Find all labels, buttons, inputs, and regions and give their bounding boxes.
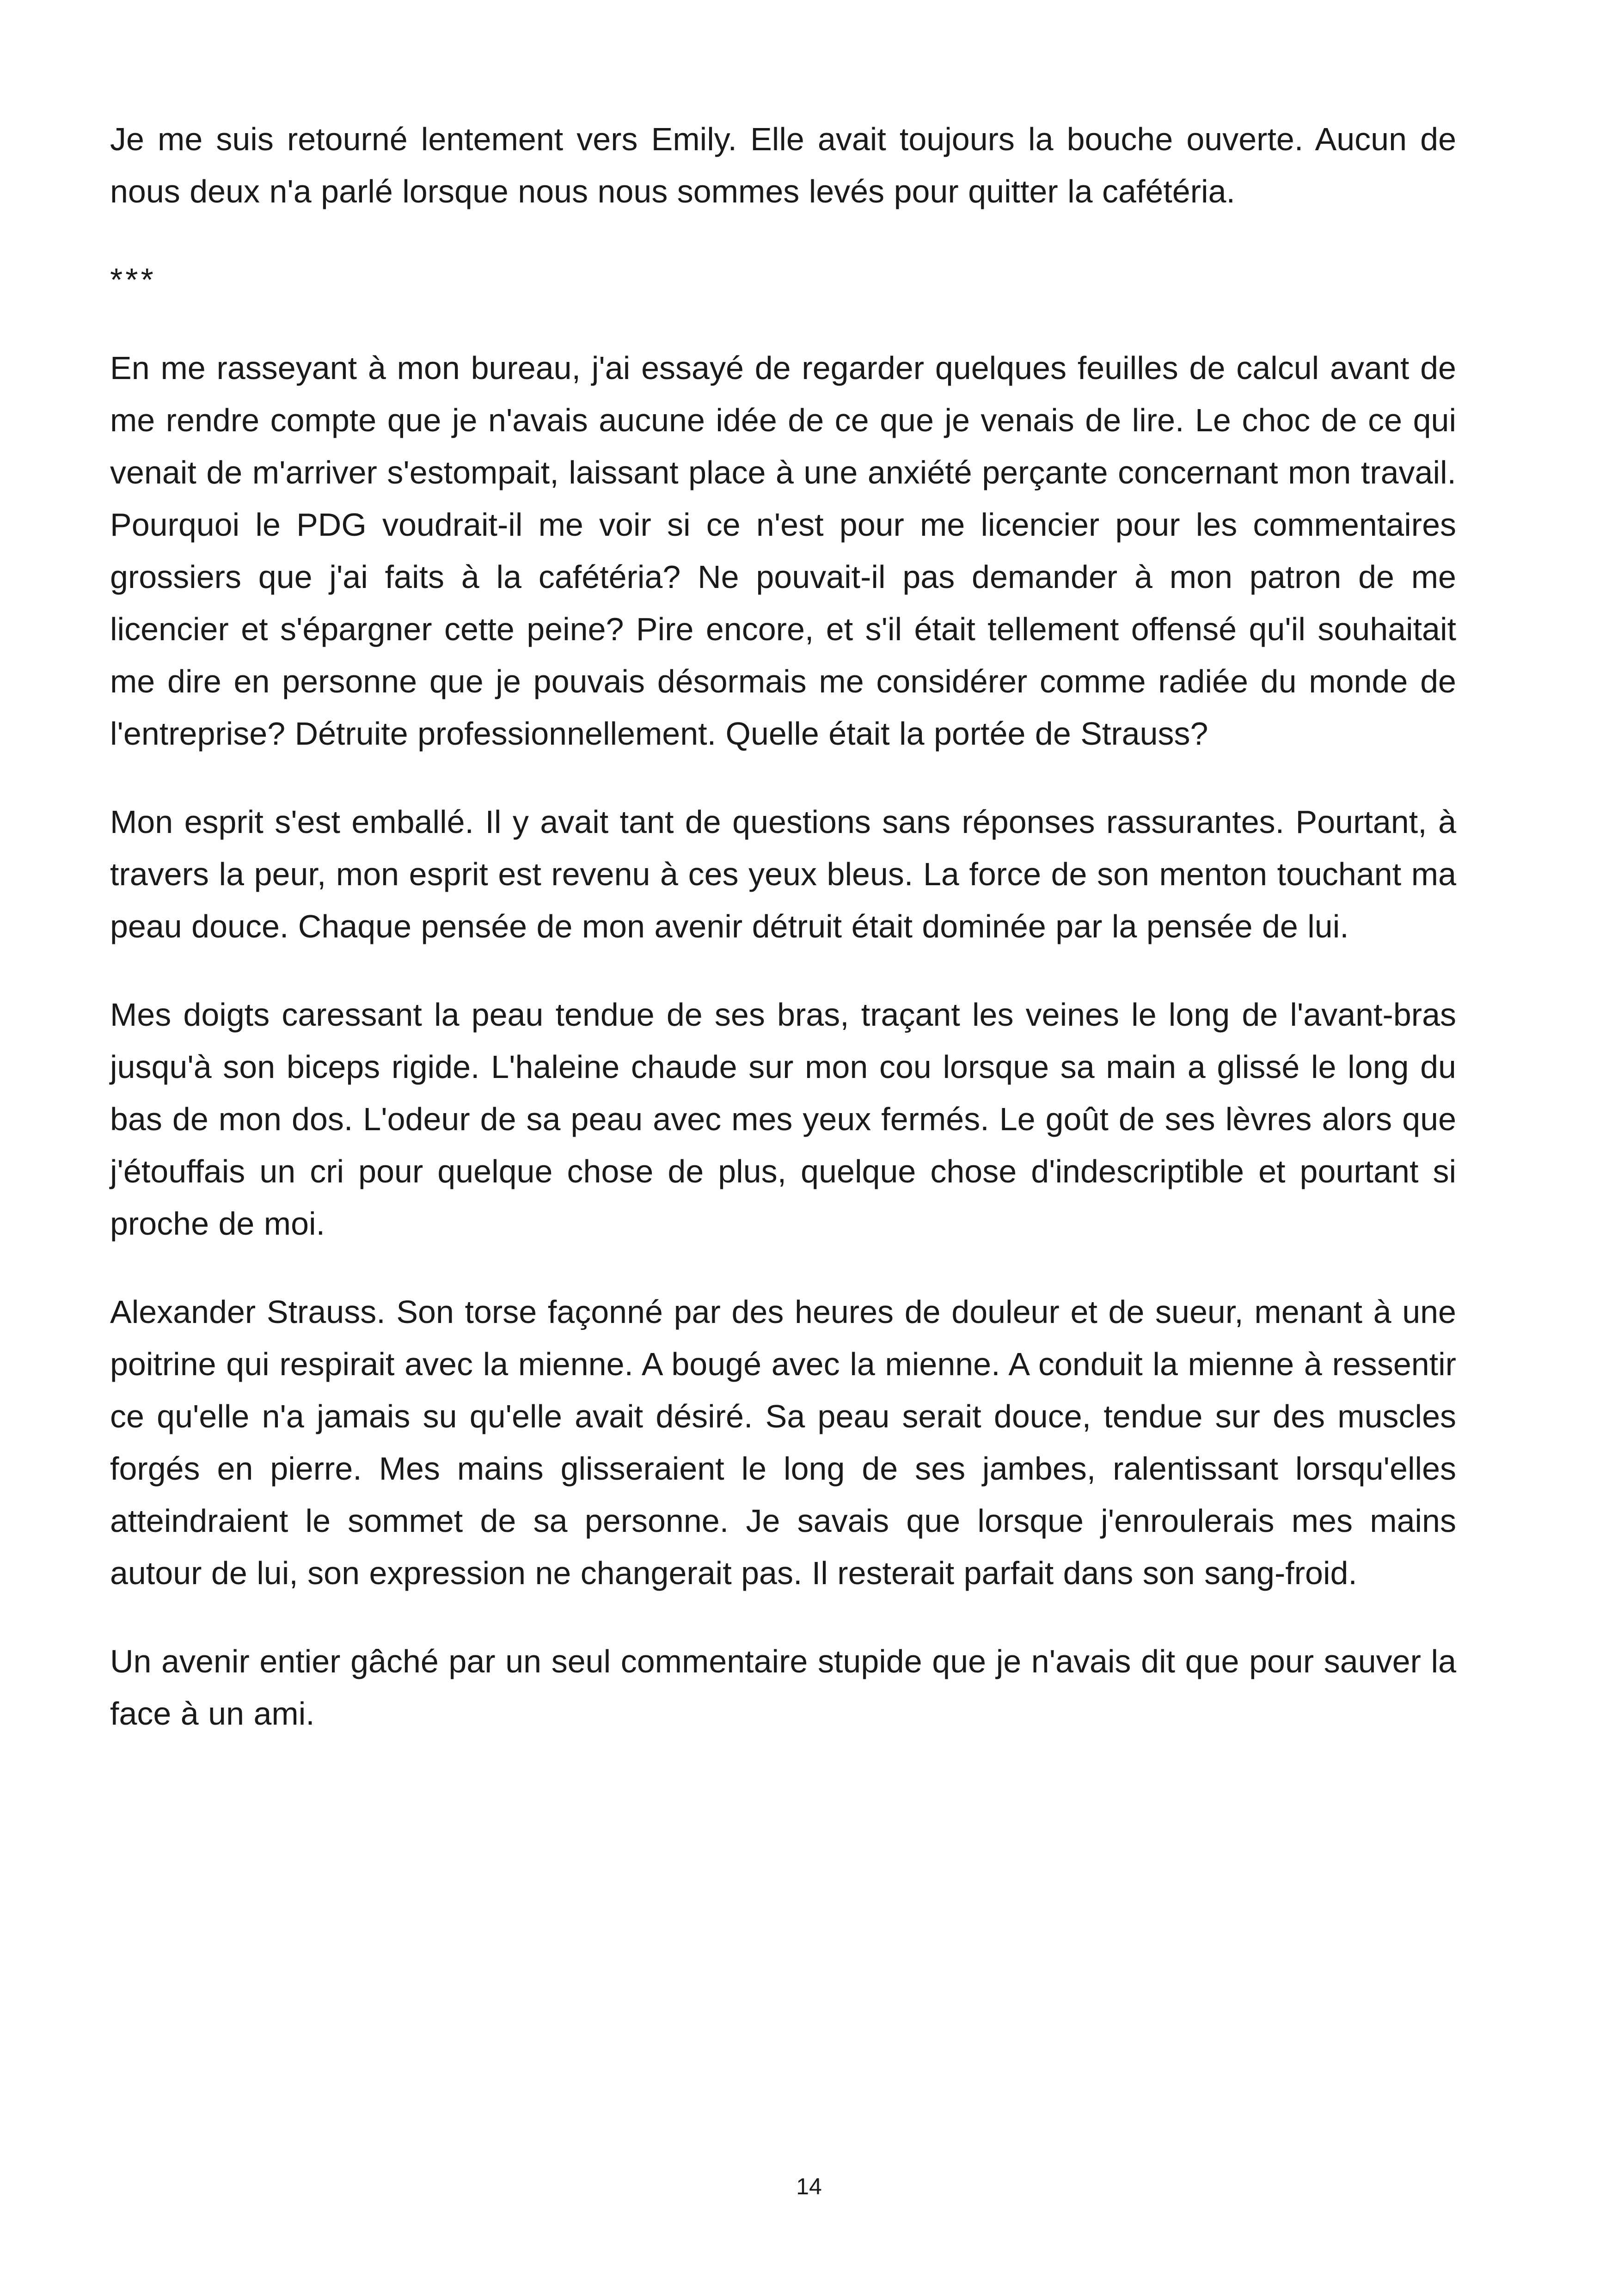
scene-break: *** xyxy=(110,262,156,298)
paragraph: En me rasseyant à mon bureau, j'ai essayé de regarder quelques feuilles de calcul avant de me rendre compte que je n'avais aucune idée de ce que je venais de lire. Le choc de ce qui venait de m'arriver s'estompait, laissant place à une anxiété perçante concernant mon travail. Pourquoi le PDG voudrait-il me voir si ce n'est pour me licencier pour les commentaires grossiers que j'ai faits à la cafétéria? Ne pouvait-il pas demander à mon patron de me licencier et s'épargner cette peine? Pire encore, et s'il était tellement offensé qu'il souhaitait me dire en personne que je pouvais désormais me considérer comme radiée du monde de l'entreprise? Détruite professionnellement. Quelle était la portée de Strauss? xyxy=(110,350,1456,752)
paragraph: Mon esprit s'est emballé. Il y avait tant de questions sans réponses rassurantes. Pourtant, à travers la peur, mon esprit est revenu à ces yeux bleus. La force de son menton touchant ma peau douce. Chaque pensée de mon avenir détruit était dominée par la pensée de lui. xyxy=(110,804,1456,944)
page-body xyxy=(110,113,1456,1776)
paragraph: Un avenir entier gâché par un seul commentaire stupide que je n'avais dit que pour sauver la face à un ami. xyxy=(110,1643,1456,1732)
paragraph: Je me suis retourné lentement vers Emily. Elle avait toujours la bouche ouverte. Aucun de nous deux n'a parlé lorsque nous nous sommes levés pour quitter la cafétéria. xyxy=(110,121,1456,209)
paragraph: Alexander Strauss. Son torse façonné par des heures de douleur et de sueur, menant à une poitrine qui respirait avec la mienne. A bougé avec la mienne. A conduit la mienne à ressentir ce qu'elle n'a jamais su qu'elle avait désiré. Sa peau serait douce, tendue sur des muscles forgés en pierre. Mes mains glisseraient le long de ses jambes, ralentissant lorsqu'elles atteindraient le sommet de sa personne. Je savais que lorsque j'enroulerais mes mains autour de lui, son expression ne changerait pas. Il resterait parfait dans son sang-froid. xyxy=(110,1294,1456,1591)
paragraph: Mes doigts caressant la peau tendue de ses bras, traçant les veines le long de l'avant-bras jusqu'à son biceps rigide. L'haleine chaude sur mon cou lorsque sa main a glissé le long du bas de mon dos. L'odeur de sa peau avec mes yeux fermés. Le goût de ses lèvres alors que j'étouffais un cri pour quelque chose de plus, quelque chose d'indescriptible et pourtant si proche de moi. xyxy=(110,997,1456,1242)
page-number: 14 xyxy=(796,2174,822,2199)
